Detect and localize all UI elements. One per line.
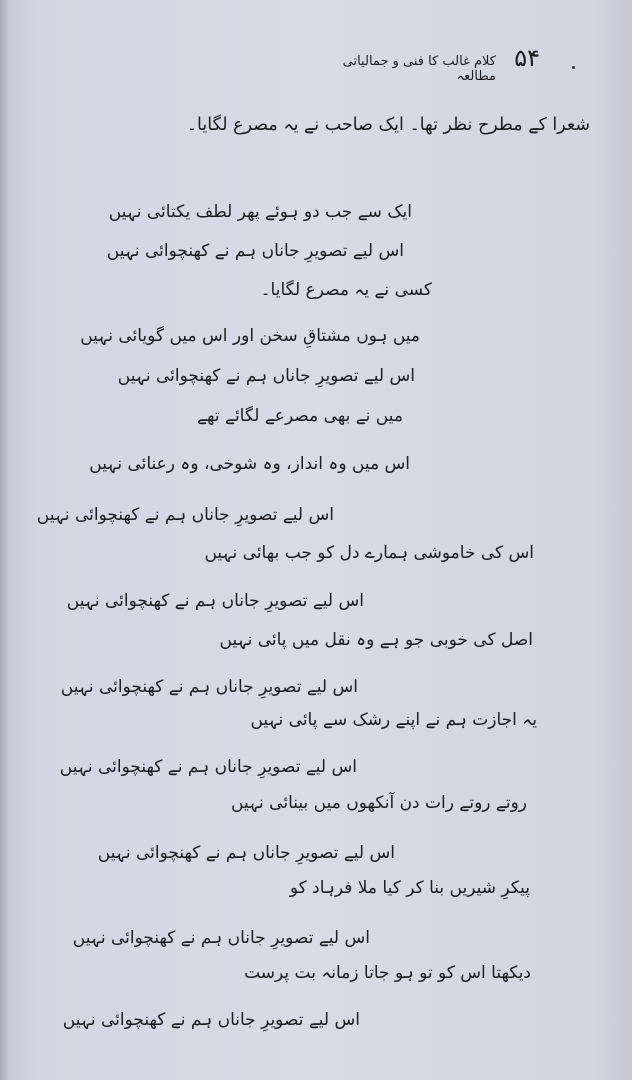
- verse-line: دیکھتا اس کو تو ہو جاتا زمانہ بت پرست: [244, 963, 531, 983]
- verse-line: اس کی خاموشی ہمارے دل کو جب بھائی نہیں: [204, 543, 534, 563]
- verse-line: اس لیے تصویرِ جاناں ہم نے کھنچوائی نہیں: [72, 928, 370, 948]
- verse-line: اس لیے تصویرِ جاناں ہم نے کھنچوائی نہیں: [97, 843, 395, 863]
- verse-line: پیکرِ شیریں بنا کر کیا ملا فرہاد کو: [289, 878, 530, 898]
- verse-line: اس لیے تصویرِ جاناں ہم نے کھنچوائی نہیں: [66, 591, 364, 611]
- verse-line: اس لیے تصویرِ جاناں ہم نے کھنچوائی نہیں: [60, 677, 358, 697]
- verse-line: اس لیے تصویرِ جاناں ہم نے کھنچوائی نہیں: [106, 241, 404, 261]
- text-line: شعرا کے مطرح نظر تھا۔ ایک صاحب نے یہ مصرع لگایا۔: [186, 115, 590, 135]
- verse-line: اس لیے تصویرِ جاناں ہم نے کھنچوائی نہیں: [36, 505, 334, 525]
- page-gutter-shadow: [0, 0, 8, 1080]
- page-header: [300, 44, 540, 84]
- ink-dot: [572, 66, 575, 69]
- page-number: ۵۴: [514, 44, 540, 72]
- verse-line: میں ہوں مشتاقِ سخن اور اس میں گویائی نہیں: [80, 326, 420, 346]
- text-line: میں نے بھی مصرعے لگائے تھے: [197, 406, 403, 426]
- verse-line: اس لیے تصویرِ جاناں ہم نے کھنچوائی نہیں: [59, 757, 357, 777]
- verse-line: اس میں وہ انداز، وہ شوخی، وہ رعنائی نہیں: [89, 454, 410, 474]
- verse-line: اس لیے تصویرِ جاناں ہم نے کھنچوائی نہیں: [117, 366, 415, 386]
- running-head: کلام غالب کا فنی و جمالیاتی مطالعہ: [342, 54, 496, 84]
- verse-line: اس لیے تصویرِ جاناں ہم نے کھنچوائی نہیں: [62, 1010, 360, 1030]
- text-line: کسی نے یہ مصرع لگایا۔: [260, 280, 432, 300]
- verse-line: ایک سے جب دو ہوئے پھر لطف یکتائی نہیں: [108, 202, 412, 222]
- verse-line: یہ اجازت ہم نے اپنے رشک سے پائی نہیں: [250, 710, 537, 730]
- verse-line: روتے روتے رات دن آنکھوں میں بینائی نہیں: [231, 793, 527, 813]
- verse-line: اصل کی خوبی جو ہے وہ نقل میں پائی نہیں: [219, 630, 533, 650]
